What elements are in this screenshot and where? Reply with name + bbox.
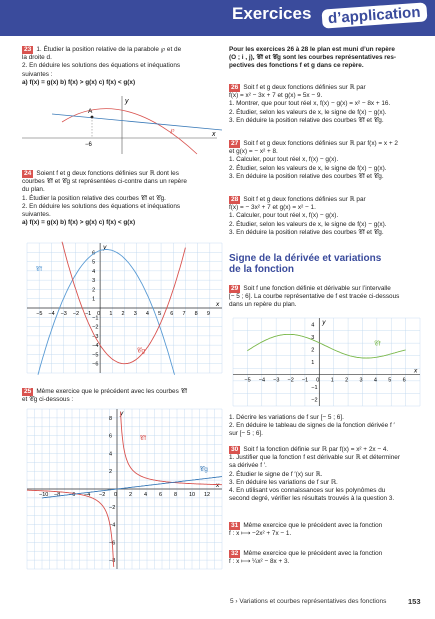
curve-cg-label: 𝒞g — [199, 466, 208, 474]
tick-label-x: 6 — [170, 311, 174, 317]
tick-label-x: −2 — [287, 377, 294, 384]
exercise-31: 31 Même exercice que le précédent avec la fonction f : x ⟼ −2x² + 7x − 1. — [229, 522, 383, 538]
tick-label-y: 2 — [311, 347, 315, 354]
exercise-23: 23 1. Étudier la position relative de la parabole ℘ et de la droite d. 2. En déduire les solutions des équations et inéquations suivantes : a) f(x) = g(x) b) f(x) > g(x) c) f(x) < g(x) — [22, 46, 182, 86]
axis-label-x: x — [216, 301, 220, 308]
axis-label-x: x — [414, 367, 418, 375]
header-badge: d’application — [321, 2, 427, 28]
tick-label-x: −6 — [69, 492, 76, 498]
curve-cf — [35, 250, 175, 375]
tick-label-y: −5 — [92, 352, 99, 359]
axis-label-y: y — [322, 319, 326, 326]
curve-cg — [62, 242, 185, 364]
tick-label-x: −4 — [48, 311, 55, 317]
curve-cf-label: 𝒞f — [35, 265, 43, 273]
curve-cf-left — [27, 490, 114, 567]
curve-cf-label: 𝒞f — [139, 435, 147, 443]
tick-label-x: 9 — [206, 311, 210, 317]
tick-label-x: 5 — [388, 377, 392, 384]
tick-label-y: 4 — [311, 322, 315, 329]
tick-label-y: −2 — [311, 397, 318, 404]
tick-label-x: −5 — [244, 377, 251, 384]
tick-label-x: 1 — [330, 377, 334, 384]
curve-cf — [247, 334, 405, 358]
tick-label-y: 5 — [92, 259, 96, 266]
exercise-29-questions: 1. Décrire les variations de f sur [− 5 ; 6]. 2. En déduire le tableau de signes de la fonction dérivée f ′ sur [− 5 ; 6]. — [229, 414, 395, 438]
tick-label-x: 4 — [145, 311, 149, 317]
graph-29 — [229, 314, 424, 410]
tick-label-x: −2 — [99, 492, 106, 498]
tick-label-y: −1 — [311, 385, 318, 392]
tick-label: −6 — [85, 142, 92, 148]
page-footer — [230, 597, 421, 606]
tick-label-x: 3 — [359, 377, 363, 384]
tick-label-x: −1 — [301, 377, 309, 384]
exercise-number: 29 — [231, 285, 239, 292]
tick-label-x: 4 — [373, 377, 377, 384]
tick-label-x: 6 — [159, 492, 163, 498]
tick-label-x: 8 — [194, 311, 198, 317]
tick-label-x: 8 — [174, 492, 178, 498]
page-header — [0, 0, 435, 36]
tick-label-y: 1 — [92, 296, 96, 303]
tick-label-y: 6 — [109, 433, 113, 440]
tick-label-x: 1 — [109, 311, 113, 317]
tick-label-y: −1 — [92, 315, 99, 322]
exercise-28: 28 Soit f et g deux fonctions définies sur ℝ par f(x) = − 3x² + 7 et g(x) = x² − 1. 1. Calculer, pour tout réel x, f(x) − g(x). 2. Étudier, selon les valeurs de x, le signe de f(x) − g(x). 3. En déduire la position relative des courbes 𝒞f et 𝒞g. — [229, 196, 387, 236]
exercise-number: 26 — [231, 84, 239, 91]
tick-label-x: 0 — [97, 311, 101, 317]
tick-label-y: 4 — [92, 268, 96, 275]
tick-label-x: −4 — [84, 492, 91, 498]
exercise-32: 32 Même exercice que le précédent avec la fonction f : x ⟼ ¼x² − 8x + 3. — [229, 550, 383, 566]
section-title: Signe de la dérivée et variations de la fonction — [229, 253, 382, 275]
tick-label-y: 3 — [311, 334, 315, 341]
tick-label-y: −3 — [92, 333, 99, 340]
graph-23 — [22, 94, 222, 156]
tick-label-x: 2 — [121, 311, 125, 317]
tick-label-x: 5 — [158, 311, 162, 317]
exercise-29: 29 Soit f une fonction définie et dérivable sur l’intervalle [− 5 ; 6]. La courbe représentative de f est tracée ci-dessous dans un repère du plan. — [229, 285, 400, 309]
axis-label-y: y — [103, 244, 107, 251]
tick-label-x: −8 — [54, 492, 61, 498]
tick-label-y: −2 — [109, 504, 116, 511]
exercise-number: 25 — [24, 388, 32, 395]
curve-cg-label: 𝒞g — [136, 347, 146, 355]
graph-25 — [22, 404, 227, 574]
page-number: 153 — [408, 597, 421, 606]
exercise-number: 32 — [231, 550, 239, 557]
tick-label-x: −5 — [36, 311, 43, 317]
exercise-number: 24 — [24, 170, 32, 177]
curve-cf — [121, 412, 223, 485]
curve-label: ℘ — [170, 127, 175, 134]
tick-label-y: 2 — [92, 287, 96, 294]
tick-label-y: 8 — [109, 415, 113, 422]
exercise-25: 25 Même exercice que le précédent avec les courbes 𝒞f et 𝒞g ci-dessous : — [22, 388, 187, 404]
curve-cf-label: 𝒞f — [373, 340, 381, 348]
tick-label-x: −2 — [72, 311, 80, 317]
tick-label-x: 4 — [144, 492, 148, 498]
graph-24 — [22, 238, 227, 378]
tick-label-y: −8 — [109, 558, 116, 565]
axis-label-x: x — [212, 131, 216, 138]
axis-label-y: y — [125, 98, 129, 105]
exercises-intro: Pour les exercices 26 à 28 le plan est muni d’un repère (O ; i , j), 𝒞f et 𝒞g sont les courbes représentatives res- pectives des fonctions f et g dans ce repère. — [229, 46, 396, 70]
tick-label-x: 0 — [316, 377, 320, 384]
exercise-number: 30 — [231, 446, 239, 453]
footer-chapter: 5 › Variations et courbes représentatives des fonctions — [230, 598, 387, 605]
tick-label-y: 1 — [311, 360, 315, 366]
tick-label-y: −6 — [109, 540, 116, 547]
exercise-27: 27 Soit f et g deux fonctions définies sur ℝ par f(x) = x + 2 et g(x) = − x² + 8. 1. Calculer, pour tout réel x, f(x) − g(x). 2. Étudier, selon les valeurs de x, le signe de f(x) − g(x). 3. En déduire la position relative des courbes 𝒞f et 𝒞g. — [229, 140, 398, 180]
exercise-24: 24 Soient f et g deux fonctions définies sur ℝ dont les courbes 𝒞f et 𝒞g st représentées ci-contre dans un repère du plan. 1. Étudier la position relative des courbes 𝒞f et 𝒞g. 2. En déduire les solutions des équations et inéquations suivantes. a) f(x) = g(x) b) f(x) > g(x) c) f(x) < g(x) — [22, 170, 187, 227]
tick-label-y: 4 — [109, 451, 113, 458]
tick-label-x: 7 — [182, 311, 186, 317]
exercise-30: 30 Soit f la fonction définie sur ℝ par f(x) = x² + 2x − 4. 1. Justifier que la fonction f est dérivable sur ℝ et déterminer sa dérivée f ′. 2. Étudier le signe de f ′(x) sur ℝ. 3. En déduire les variations de f sur ℝ. 4. En utilisant vos connaissances sur les polynômes du second degré, vérifier les résultats trouvés à la question 3. — [229, 446, 400, 503]
tick-label-x: −3 — [273, 377, 280, 384]
exercise-26: 26 Soit f et g deux fonctions définies sur ℝ par f(x) = x² − 3x + 7 et g(x) = 5x − 9. 1. Montrer, que pour tout réel x, f(x) − g(x) = x² − 8x + 16. 2. Étudier, selon les valeurs de x, le signe de f(x) − g(x). 3. En déduire la position relative des courbes 𝒞f et 𝒞g. — [229, 84, 391, 124]
tick-label-x: −4 — [258, 377, 266, 384]
exercise-number: 28 — [231, 196, 239, 203]
tick-label-y: 6 — [92, 250, 96, 257]
tick-label-y: 2 — [109, 469, 113, 476]
tick-label-y: −4 — [92, 343, 99, 350]
exercise-number: 31 — [231, 522, 239, 529]
axis-label-x: x — [216, 482, 220, 489]
tick-label-y: −6 — [92, 361, 99, 368]
header-title: Exercices — [232, 4, 312, 23]
exercise-number: 23 — [24, 46, 32, 53]
tick-label-x: −3 — [60, 311, 67, 317]
tick-label-x: −1 — [84, 311, 92, 317]
tick-label-x: 2 — [129, 492, 133, 498]
tick-label-x: 12 — [204, 492, 211, 498]
exercise-number: 27 — [231, 140, 239, 147]
tick-label-x: 0 — [114, 492, 118, 498]
axis-label-y: y — [120, 410, 124, 417]
tick-label-x: 2 — [345, 377, 349, 384]
tick-label-y: 3 — [92, 278, 96, 285]
tick-label-x: 6 — [402, 377, 406, 384]
tick-label-y: −2 — [92, 324, 99, 331]
tick-label-x: 3 — [133, 311, 137, 317]
tick-label-x: 10 — [189, 492, 196, 498]
tick-label-y: −4 — [109, 522, 116, 529]
tick-label-x: −10 — [39, 492, 49, 498]
point-A: A — [88, 108, 93, 115]
